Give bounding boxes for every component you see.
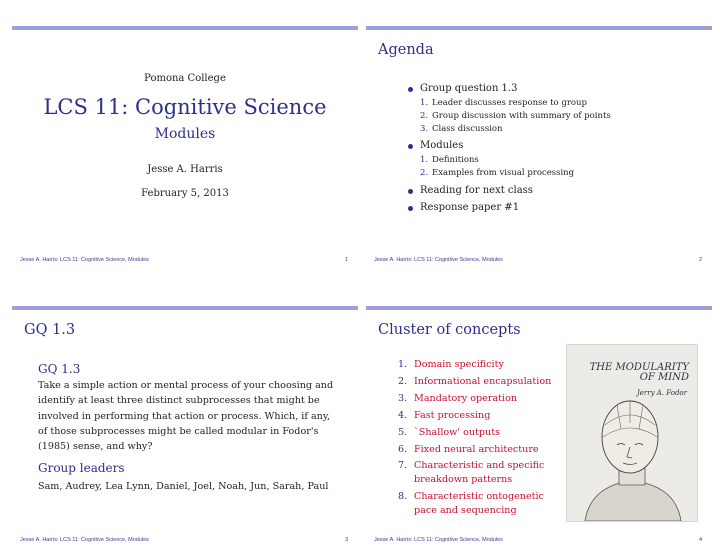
footer-text: Jesse A. Harris: LCS 11: Cognitive Science, Modules (20, 257, 149, 263)
slide-top-bar (366, 306, 712, 310)
slide-2 (366, 26, 712, 272)
group-leaders-list: Sam, Audrey, Lea Lynn, Daniel, Joel, Noah, Jun, Sarah, Paul (38, 481, 329, 492)
slide-top-bar (12, 306, 358, 310)
agenda-subitem: 1. Definitions (420, 155, 479, 166)
book-author: Jerry A. Fodor (636, 389, 687, 397)
slide-4 (366, 306, 712, 552)
page-number: 3 (344, 537, 348, 543)
concept-list (398, 358, 558, 521)
concept-item: 3. Mandatory operation (398, 392, 518, 404)
agenda-item: Modules 1. Definitions 2. Examples from visual processing (406, 139, 611, 180)
slide-top-bar (12, 26, 358, 30)
block-title: GQ 1.3 (38, 362, 81, 376)
page-number: 4 (698, 537, 702, 543)
agenda-item: Response paper #1 (406, 201, 611, 214)
bullet-icon (408, 87, 413, 92)
block-text: Take a simple action or mental process of your choosing and identify at least three distinct subprocesses that might be involved in performing that action or process. Which, if any, of those subprocesses might be called modular in Fodor's (1985) sense, and why? (38, 380, 334, 453)
concept-item: 8. Characteristic ontogenetic pace and sequencing (398, 491, 544, 517)
concept-item: 5. `Shallow' outputs (398, 426, 500, 438)
date: February 5, 2013 (141, 188, 229, 199)
agenda-subitem: 2. Group discussion with summary of points (420, 110, 611, 121)
footer-text: Jesse A. Harris: LCS 11: Cognitive Science, Modules (374, 537, 503, 543)
footer-text: Jesse A. Harris: LCS 11: Cognitive Science, Modules (374, 257, 503, 263)
concept-item: 7. Characteristic and specific breakdown patterns (398, 460, 545, 486)
slide-top-bar (366, 26, 712, 30)
author: Jesse A. Harris (147, 164, 223, 175)
footer-text: Jesse A. Harris: LCS 11: Cognitive Science, Modules (20, 537, 149, 543)
frame-title: Agenda (378, 42, 434, 58)
agenda-sublist (420, 154, 611, 180)
concept-item: 6. Fixed neural architecture (398, 443, 539, 455)
presentation-title: LCS 11: Cognitive Science (43, 95, 327, 119)
page-number: 2 (698, 257, 702, 263)
frame-title: Cluster of concepts (378, 322, 521, 338)
book-cover-image (566, 344, 698, 522)
slide-footer (374, 257, 702, 263)
agenda-subitem: 3. Class discussion (420, 123, 503, 134)
slide-footer (374, 537, 702, 543)
agenda-list (406, 82, 611, 218)
block-title: Group leaders (38, 461, 125, 475)
agenda-sublist (420, 97, 611, 135)
presentation-subtitle: Modules (154, 126, 216, 142)
bullet-icon (408, 206, 413, 211)
book-title: THE MODULARITY OF MIND (589, 362, 689, 383)
bullet-icon (408, 144, 413, 149)
slide-footer (20, 257, 348, 263)
slide-3 (12, 306, 358, 552)
agenda-item: Reading for next class (406, 184, 611, 197)
slide-footer (20, 537, 348, 543)
page-number: 1 (344, 257, 348, 263)
agenda-item: Group question 1.3 1. Leader discusses response to group 2. Group discussion with summary of points 3. Class discussion (406, 82, 611, 135)
concept-item: 1. Domain specificity (398, 359, 504, 370)
concept-item: 4. Fast processing (398, 409, 491, 421)
agenda-subitem: 2. Examples from visual processing (420, 168, 575, 178)
institution: Pomona College (144, 73, 226, 84)
slide-1 (12, 26, 358, 272)
concept-item: 2. Informational encapsulation (398, 375, 552, 387)
bullet-icon (408, 189, 413, 194)
frame-title: GQ 1.3 (24, 322, 76, 338)
agenda-subitem: 1. Leader discusses response to group (420, 98, 587, 108)
